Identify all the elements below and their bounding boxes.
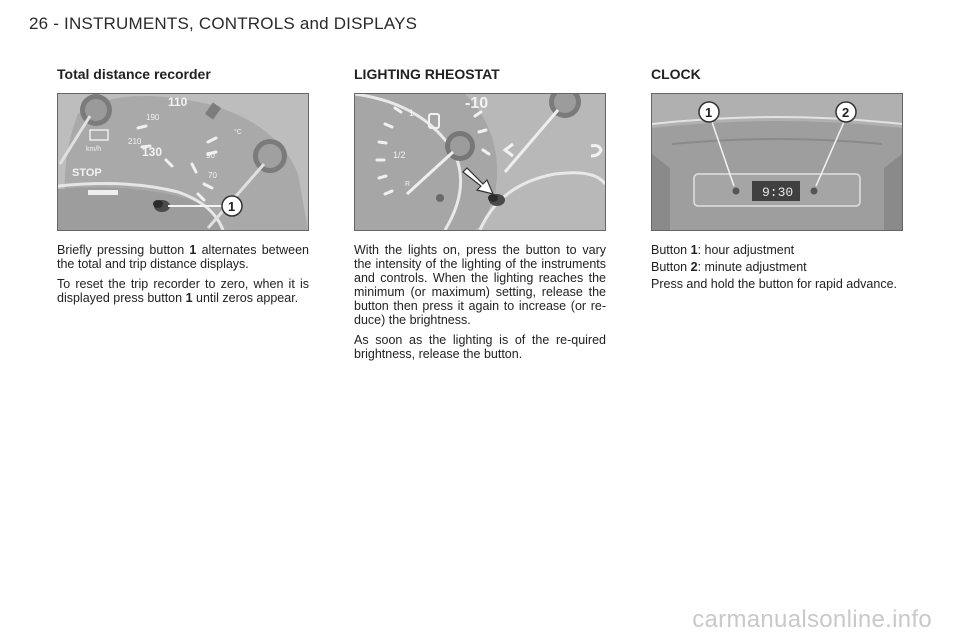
gauge-label: 90 [206, 151, 215, 160]
paragraph [651, 243, 903, 257]
gauge-label: 1/2 [393, 150, 406, 160]
paragraph [57, 243, 309, 271]
clock-illustration [652, 94, 902, 230]
callout-1: 1 [705, 105, 713, 120]
paragraph: As soon as the lighting is of the re-quired brightness, release the button. [354, 333, 606, 361]
button-ref: 1 [189, 243, 197, 257]
gauge-label: R [405, 181, 411, 188]
figure-clock [651, 93, 903, 231]
section-body [651, 243, 903, 291]
button-ref: 2 [690, 260, 698, 274]
paragraph [57, 277, 309, 305]
rheostat-illustration [355, 94, 605, 230]
watermark: carmanualsonline.info [692, 606, 932, 633]
text-run: Button [651, 260, 691, 274]
gauge-label: 110 [168, 95, 188, 109]
text-run: To reset the trip recorder to zero, when it is displayed press button [57, 277, 309, 305]
section-title: LIGHTING RHEOSTAT [354, 66, 500, 82]
gauge-label: km/h [86, 146, 102, 153]
gauge-label: 70 [208, 171, 217, 180]
gauge-label: 130 [142, 145, 163, 159]
text-run: : hour adjustment [697, 243, 795, 257]
gauge-label: STOP [72, 167, 102, 179]
figure-speedometer [57, 93, 309, 231]
paragraph: With the lights on, press the button to vary the intensity of the lighting of the instruments and controls. When the lighting reaches the minimum (or maximum) setting, release the button then press it again to increase (or re-duce) the brightness. [354, 243, 606, 327]
text-run: Button [651, 243, 691, 257]
button-ref: 1 [690, 243, 698, 257]
gauge-label: 210 [128, 137, 142, 146]
section-lighting-rheostat [354, 66, 606, 367]
callout-2: 2 [842, 105, 850, 120]
gauge-label: -10 [465, 95, 489, 112]
section-title: CLOCK [651, 66, 701, 82]
gauge-label: 190 [146, 113, 160, 122]
speedometer-illustration [58, 94, 308, 230]
text-run: until zeros appear. [192, 291, 299, 305]
page-header: 26 - INSTRUMENTS, CONTROLS and DISPLAYS [29, 14, 418, 33]
text-run: : minute adjustment [697, 260, 807, 274]
section-clock [651, 66, 903, 297]
figure-rheostat [354, 93, 606, 231]
section-body [57, 243, 309, 305]
text-run: alternates between the total and trip distance displays. [57, 243, 309, 271]
gauge-label: °C [234, 129, 242, 136]
paragraph: Press and hold the button for rapid advance. [651, 277, 897, 291]
section-title: Total distance recorder [57, 66, 211, 82]
callout-1: 1 [228, 199, 236, 214]
text-run: Briefly pressing button [57, 243, 190, 257]
button-ref: 1 [185, 291, 193, 305]
clock-display: 9:30 [762, 185, 794, 200]
paragraph [651, 260, 903, 274]
gauge-label: 1 [409, 108, 415, 118]
section-body [354, 243, 606, 361]
section-total-distance-recorder [57, 66, 309, 311]
